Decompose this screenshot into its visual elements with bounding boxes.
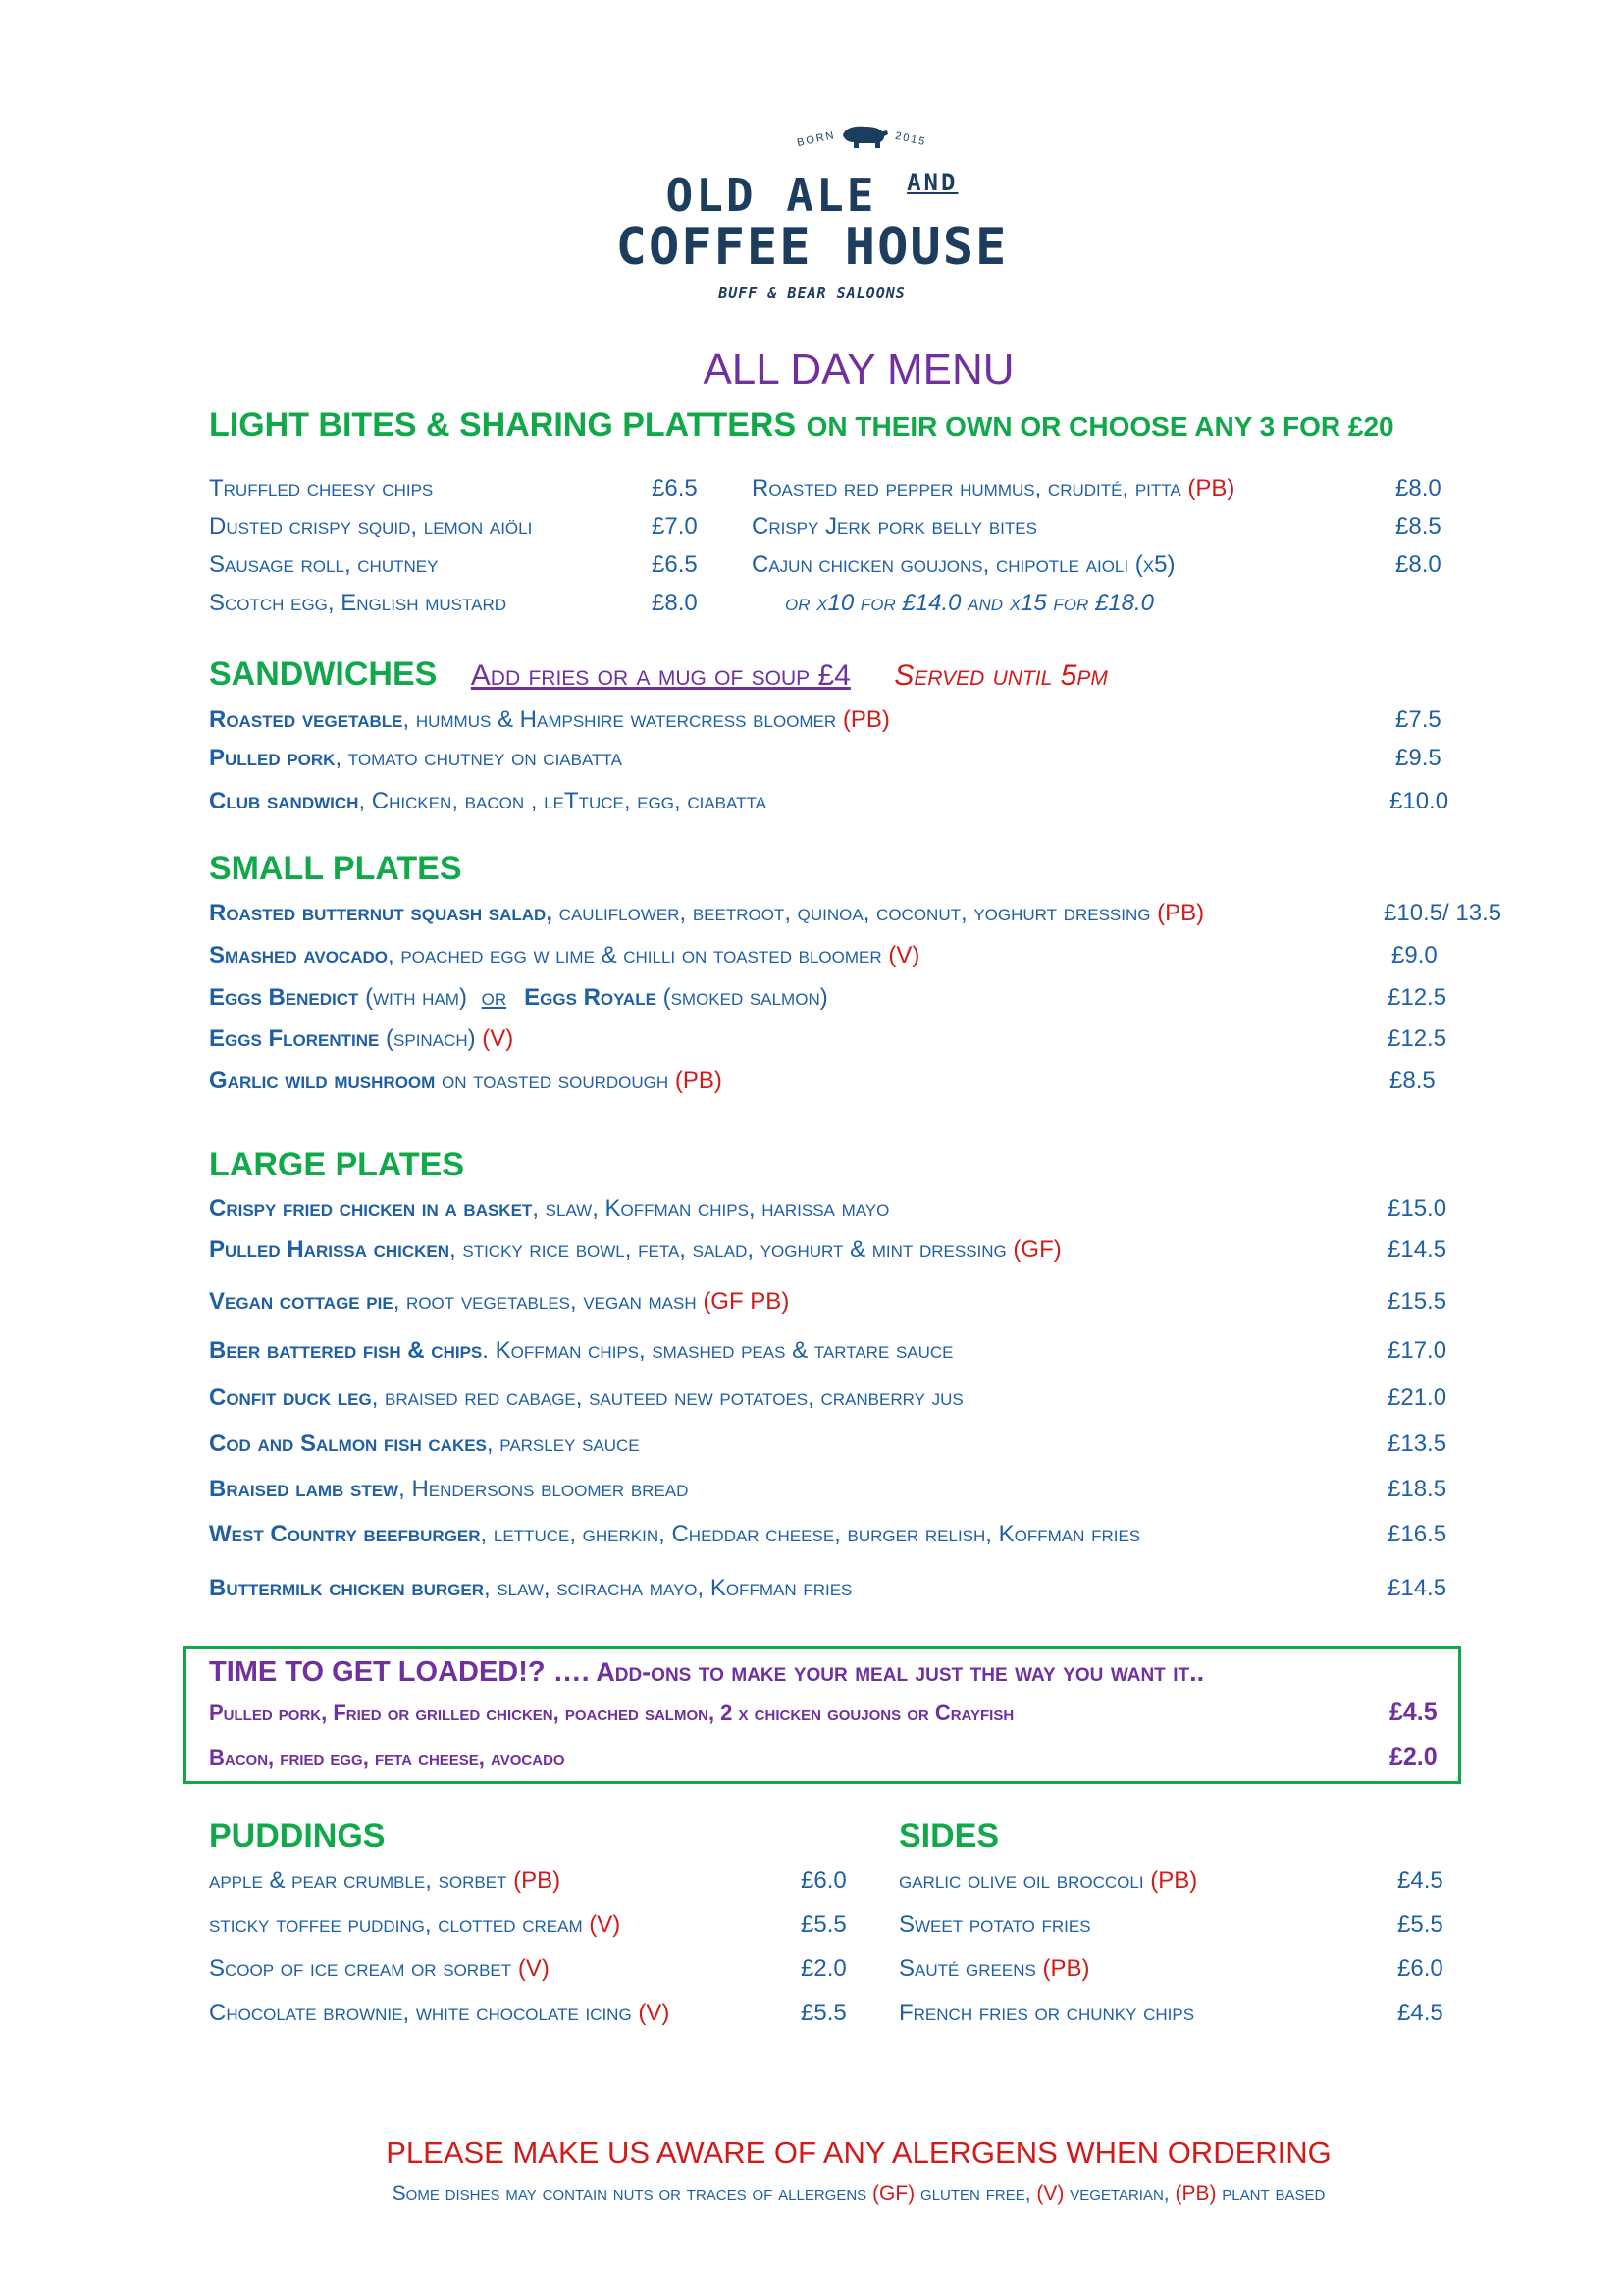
item-or: or: [481, 984, 507, 1011]
light-right-price: £8.5: [1395, 513, 1441, 540]
allergen-key: [0, 2182, 1624, 2206]
small-plate-item: [209, 984, 828, 1012]
dietary-tag: (V): [589, 1911, 621, 1938]
large-plate-price: £21.0: [1388, 1384, 1447, 1411]
allergen-warning: PLEASE MAKE US AWARE OF ANY ALERGENS WHEN ORDERING: [386, 2135, 1332, 2169]
dietary-tag: (PB): [842, 706, 890, 733]
item-desc: , lettuce, gherkin, Cheddar cheese, burger relish, Koffman fries: [480, 1521, 1141, 1547]
sandwiches-addon: Add fries or a mug of soup £4: [470, 659, 851, 692]
light-left-name: Truffled cheesy chips: [209, 475, 434, 501]
pudding-item: [209, 1911, 620, 1939]
dietary-tag: (PB): [1042, 1956, 1090, 1982]
light-bites-heading: [209, 406, 1394, 444]
sandwich-price: £7.5: [1395, 706, 1441, 733]
gf-tag: (GF): [872, 2182, 916, 2205]
logo-year: 2015: [894, 130, 928, 149]
item-desc: , Chicken, bacon , leTtuce, egg, ciabatta: [358, 788, 766, 814]
logo-line2: COFFEE HOUSE: [615, 218, 1009, 277]
item-desc: , slaw, Koffman chips, harissa mayo: [532, 1195, 890, 1222]
menu-title: ALL DAY MENU: [703, 345, 1015, 393]
large-plate-price: £14.5: [1388, 1575, 1447, 1601]
bear-icon: [839, 122, 890, 149]
light-left-price: £6.5: [652, 475, 698, 501]
small-plate-item: [209, 942, 919, 969]
small-plate-item: [209, 900, 1204, 927]
item-desc: Chocolate brownie, white chocolate icing: [209, 2000, 639, 2026]
side-price: £4.5: [1397, 2000, 1443, 2026]
v-tag: (V): [1036, 2182, 1065, 2205]
sandwiches-title: SANDWICHES: [209, 655, 438, 693]
gf-text: gluten free,: [915, 2182, 1037, 2205]
item-name-bold: Eggs Benedict: [209, 984, 359, 1011]
dietary-tag: (PB): [1187, 475, 1235, 501]
pudding-item: [209, 2000, 669, 2027]
light-right-name: Crispy Jerk pork belly bites: [752, 513, 1037, 540]
dietary-tag: (V): [482, 1025, 514, 1052]
dietary-tag: (PB): [1157, 900, 1205, 926]
logo-sub: BUFF & BEAR SALOONS: [718, 285, 906, 302]
sandwiches-served: Served until 5pm: [894, 659, 1108, 692]
puddings-title: PUDDINGS: [209, 1817, 386, 1854]
item-desc: garlic olive oil broccoli: [899, 1867, 1151, 1894]
pudding-item: [209, 1956, 550, 1983]
large-plate-price: £18.5: [1388, 1476, 1447, 1502]
side-price: £5.5: [1397, 1911, 1443, 1938]
light-right-note: or x10 for £14.0 and x15 for £18.0: [785, 590, 1155, 616]
light-left-name: Sausage roll, chutney: [209, 551, 439, 578]
sides-title: SIDES: [899, 1817, 1000, 1854]
small-plate-price: £12.5: [1388, 1025, 1447, 1052]
pudding-price: £6.0: [801, 1867, 847, 1894]
item-desc: (with ham): [358, 984, 474, 1011]
add-on-item: Bacon, fried egg, feta cheese, avocado: [209, 1746, 565, 1770]
item-name-bold: Beer battered fish & chips: [209, 1337, 483, 1364]
light-right-item: [752, 475, 1234, 502]
light-right-name: Cajun chicken goujons, chipotle aioli (x5): [752, 551, 1176, 578]
item-desc: , braised red cabage, sauteed new potatoes, cranberry jus: [371, 1384, 964, 1411]
add-on-price: £2.0: [1389, 1744, 1438, 1771]
large-plate-item: [209, 1575, 852, 1602]
side-item: [899, 1867, 1197, 1895]
item-name-bold: West Country beefburger: [209, 1521, 481, 1547]
item-desc: cauliflower, beetroot, quinoa, coconut, yoghurt dressing: [552, 900, 1158, 926]
add-on-item: Pulled pork, Fried or grilled chicken, poached salmon, 2 x chicken goujons or Crayfish: [209, 1700, 1015, 1725]
light-left-name: Dusted crispy squid, lemon aiöli: [209, 513, 533, 540]
item-desc: sticky toffee pudding, clotted cream: [209, 1911, 590, 1938]
v-text: vegetarian,: [1064, 2182, 1176, 2205]
side-item: Sweet potato fries: [899, 1911, 1091, 1938]
pudding-price: £2.0: [801, 1956, 847, 1982]
dietary-tag: (PB): [674, 1068, 722, 1094]
light-left-price: £7.0: [652, 513, 698, 540]
light-left-price: £8.0: [652, 590, 698, 616]
item-name-bold: Eggs Royale: [524, 984, 656, 1011]
add-ons-subtitle: Add-ons to make your meal just the way you want it..: [589, 1657, 1205, 1687]
item-name-bold: Smashed avocado: [209, 942, 388, 968]
item-desc: Scoop of ice cream or sorbet: [209, 1956, 518, 1982]
item-desc: , tomato chutney on ciabatta: [335, 745, 622, 771]
item-desc: , sticky rice bowl, feta, salad, yoghurt & mint dressing: [449, 1236, 1014, 1263]
dietary-tag: (V): [638, 2000, 670, 2026]
item-name-bold: Crispy fried chicken in a basket: [209, 1195, 533, 1222]
light-left-price: £6.5: [652, 551, 698, 578]
large-plate-price: £13.5: [1388, 1431, 1447, 1457]
small-plates-title: SMALL PLATES: [209, 850, 462, 887]
large-plate-item: [209, 1236, 1062, 1264]
allergen-note: Some dishes may contain nuts or traces of allergens: [392, 2182, 873, 2205]
dietary-tag: (V): [888, 942, 920, 968]
item-name-bold: Roasted butternut squash salad,: [209, 900, 553, 926]
pudding-price: £5.5: [801, 1911, 847, 1938]
light-left-name: Scotch egg, English mustard: [209, 590, 506, 616]
large-plate-item: [209, 1521, 1140, 1548]
logo-line1: [0, 169, 1624, 222]
add-ons-heading: [209, 1656, 1204, 1689]
large-plate-price: £15.0: [1388, 1195, 1447, 1222]
item-name-bold: Garlic wild mushroom: [209, 1068, 436, 1094]
pudding-item: [209, 1867, 560, 1895]
light-right-price: £8.0: [1395, 551, 1441, 578]
large-plate-item: [209, 1337, 954, 1365]
item-name-bold: Club sandwich: [209, 788, 359, 814]
item-name-bold: Vegan cottage pie: [209, 1288, 393, 1315]
item-name-bold: Pulled Harissa chicken: [209, 1236, 450, 1263]
item-desc: . Koffman chips, smashed peas & tartare sauce: [482, 1337, 954, 1364]
item-name-bold: Confit duck leg: [209, 1384, 372, 1411]
large-plate-item: [209, 1288, 789, 1316]
logo-born: BORN: [796, 129, 837, 150]
sandwich-price: £9.5: [1395, 745, 1441, 771]
light-bites-title: LIGHT BITES & SHARING PLATTERS: [209, 406, 797, 443]
large-plate-item: [209, 1431, 640, 1458]
dietary-tag: (PB): [513, 1867, 561, 1894]
item-desc: Sauté greens: [899, 1956, 1043, 1982]
sandwiches-heading-row: [209, 655, 1108, 694]
sandwich-item: [209, 745, 622, 772]
item-desc: on toasted sourdough: [435, 1068, 675, 1094]
light-right-name: Roasted red pepper hummus, crudité, pitta: [752, 475, 1181, 501]
sandwich-item: [209, 788, 766, 815]
small-plate-price: £9.0: [1391, 942, 1438, 968]
large-plate-item: [209, 1476, 688, 1503]
logo-and: AND: [907, 169, 959, 196]
small-plate-item: [209, 1025, 513, 1053]
item-name-bold: Eggs Florentine: [209, 1025, 380, 1052]
add-on-price: £4.5: [1389, 1698, 1438, 1726]
small-plate-price: £10.5/ 13.5: [1384, 900, 1502, 926]
large-plate-price: £16.5: [1388, 1521, 1447, 1547]
side-item: [899, 1956, 1089, 1983]
item-name-bold: Pulled pork: [209, 745, 336, 771]
item-desc: , hummus & Hampshire watercress bloomer: [402, 706, 843, 733]
logo-old-ale: OLD ALE: [665, 169, 877, 222]
item-name-bold: Braised lamb stew: [209, 1476, 399, 1502]
item-name-bold: Cod and Salmon fish cakes: [209, 1431, 487, 1457]
sandwich-price: £10.0: [1389, 788, 1449, 814]
item-desc: (smoked salmon): [655, 984, 828, 1011]
large-plate-price: £15.5: [1388, 1288, 1447, 1315]
side-price: £6.0: [1397, 1956, 1443, 1982]
large-plates-title: LARGE PLATES: [209, 1146, 465, 1183]
pb-text: plant based: [1216, 2182, 1326, 2205]
pudding-price: £5.5: [801, 2000, 847, 2026]
dietary-tag: (PB): [1150, 1867, 1198, 1894]
item-desc: , poached egg w lime & chilli on toasted bloomer: [387, 942, 889, 968]
light-right-price: £8.0: [1395, 475, 1441, 501]
item-desc: , slaw, sciracha mayo, Koffman fries: [484, 1575, 853, 1601]
add-ons-title: TIME TO GET LOADED!? ….: [209, 1656, 590, 1688]
sandwich-item: [209, 706, 890, 734]
item-desc: , root vegetables, vegan mash: [393, 1288, 704, 1315]
item-desc: , parsley sauce: [486, 1431, 640, 1457]
side-price: £4.5: [1397, 1867, 1443, 1894]
pb-tag: (PB): [1175, 2182, 1217, 2205]
item-desc: (spinach): [379, 1025, 483, 1052]
large-plate-item: [209, 1384, 964, 1412]
side-item: French fries or chunky chips: [899, 2000, 1195, 2026]
item-name-bold: Roasted vegetable: [209, 706, 403, 733]
small-plate-price: £8.5: [1389, 1068, 1436, 1094]
item-desc: , Hendersons bloomer bread: [398, 1476, 689, 1502]
small-plate-item: [209, 1068, 722, 1095]
large-plate-item: [209, 1195, 889, 1223]
small-plate-price: £12.5: [1388, 984, 1447, 1011]
dietary-tag: (V): [517, 1956, 550, 1982]
dietary-tag: (GF PB): [703, 1288, 790, 1315]
item-desc: apple & pear crumble, sorbet: [209, 1867, 514, 1894]
light-bites-note: ON THEIR OWN OR CHOOSE ANY 3 FOR £20: [806, 411, 1394, 442]
large-plate-price: £14.5: [1388, 1236, 1447, 1263]
dietary-tag: (GF): [1013, 1236, 1062, 1263]
large-plate-price: £17.0: [1388, 1337, 1447, 1364]
item-name-bold: Buttermilk chicken burger: [209, 1575, 484, 1601]
